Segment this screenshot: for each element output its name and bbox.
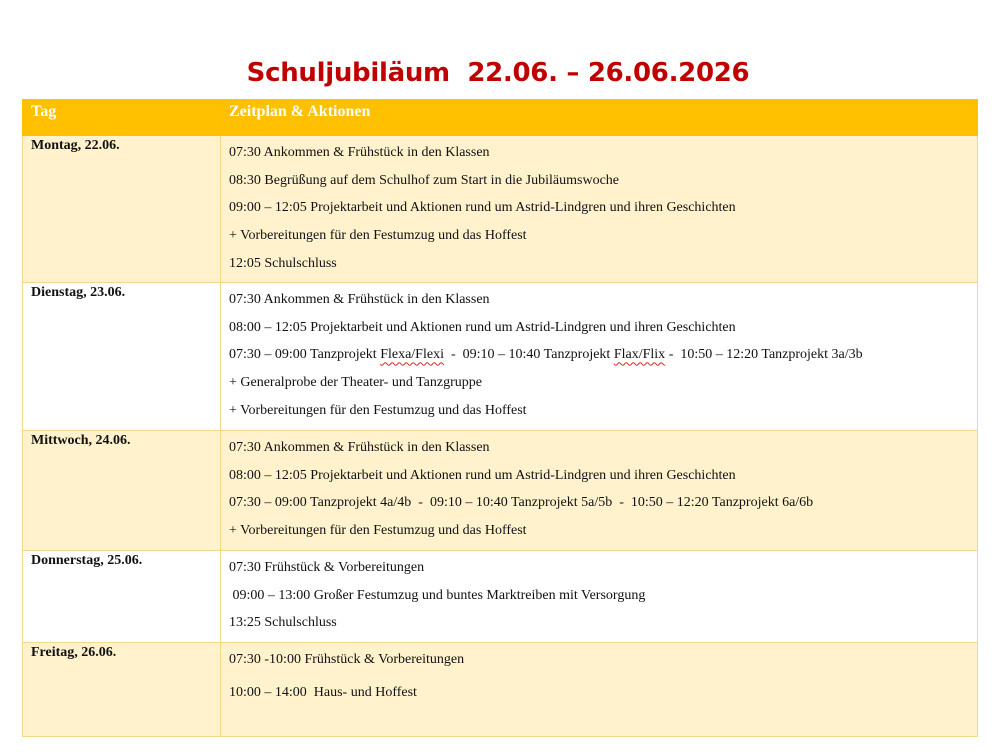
plan-cell [221,431,978,551]
action-list [229,283,969,428]
action-list [229,136,969,281]
list-item: 08:00 – 12:05 Projektarbeit und Aktionen rund um Astrid-Lindgren und ihren Geschichten [229,467,736,483]
header-plan: Zeitplan & Aktionen [221,100,978,136]
list-item: 10:00 – 14:00 Haus- und Hoffest [229,685,417,700]
list-item: 07:30 Frühstück & Vorbereitungen [229,560,425,575]
day-cell: Montag, 22.06. [23,136,221,283]
plan-cell [221,136,978,283]
list-item: 09:00 – 12:05 Projektarbeit und Aktionen rund um Astrid-Lindgren und ihren Geschichten [229,200,736,216]
table-row-friday [23,643,978,737]
list-item: 07:30 -10:00 Frühstück & Vorbereitungen [229,652,465,667]
table-row-thursday [23,551,978,643]
list-item: 13:25 Schulschluss [229,615,337,631]
list-item: 09:00 – 13:00 Großer Festumzug und buntes Marktreiben mit Versorgung [229,587,646,603]
schedule-table [22,99,978,737]
table-row-tuesday [23,283,978,431]
list-item [229,345,969,373]
list-item: + Generalprobe der Theater- und Tanzgruppe [229,375,482,391]
action-list [229,551,969,641]
plan-cell [221,643,978,737]
plan-cell [221,551,978,643]
action-list [229,431,969,549]
list-item: 07:30 Ankommen & Frühstück in den Klassen [229,292,490,307]
list-item: + Vorbereitungen für den Festumzug und das Hoffest [229,523,527,539]
text-segment: - 09:10 – 10:40 Tanzprojekt [443,347,614,363]
day-cell: Mittwoch, 24.06. [23,431,221,551]
text-segment: - 10:50 – 12:20 Tanzprojekt 3a/3b [665,347,863,363]
day-cell: Freitag, 26.06. [23,643,221,737]
action-list [229,643,969,716]
day-cell: Dienstag, 23.06. [23,283,221,431]
table-row-monday [23,136,978,283]
table-header-row [23,100,978,136]
table-row-wednesday [23,431,978,551]
list-item: 12:05 Schulschluss [229,255,337,271]
list-item: 08:00 – 12:05 Projektarbeit und Aktionen rund um Astrid-Lindgren und ihren Geschichten [229,319,736,335]
list-item: 07:30 Ankommen & Frühstück in den Klassen [229,440,490,455]
page-title: Schuljubiläum 22.06. – 26.06.2026 [246,58,750,88]
header-day: Tag [23,100,221,136]
list-item: 07:30 – 09:00 Tanzprojekt 4a/4b - 09:10 – 10:40 Tanzprojekt 5a/5b - 10:50 – 12:20 Tanzprojekt 6a/6b [229,495,814,511]
plan-cell [221,283,978,431]
list-item: 07:30 Ankommen & Frühstück in den Klassen [229,145,490,160]
list-item: + Vorbereitungen für den Festumzug und das Hoffest [229,402,527,418]
list-item: 08:30 Begrüßung auf dem Schulhof zum Start in die Jubiläumswoche [229,172,619,188]
text-segment: 07:30 – 09:00 Tanzprojekt [229,347,381,363]
list-item: + Vorbereitungen für den Festumzug und das Hoffest [229,228,527,244]
misspelled-word[interactable]: Flexa/Flexi [380,347,444,363]
day-cell: Donnerstag, 25.06. [23,551,221,643]
misspelled-word[interactable]: Flax/Flix [613,347,666,363]
